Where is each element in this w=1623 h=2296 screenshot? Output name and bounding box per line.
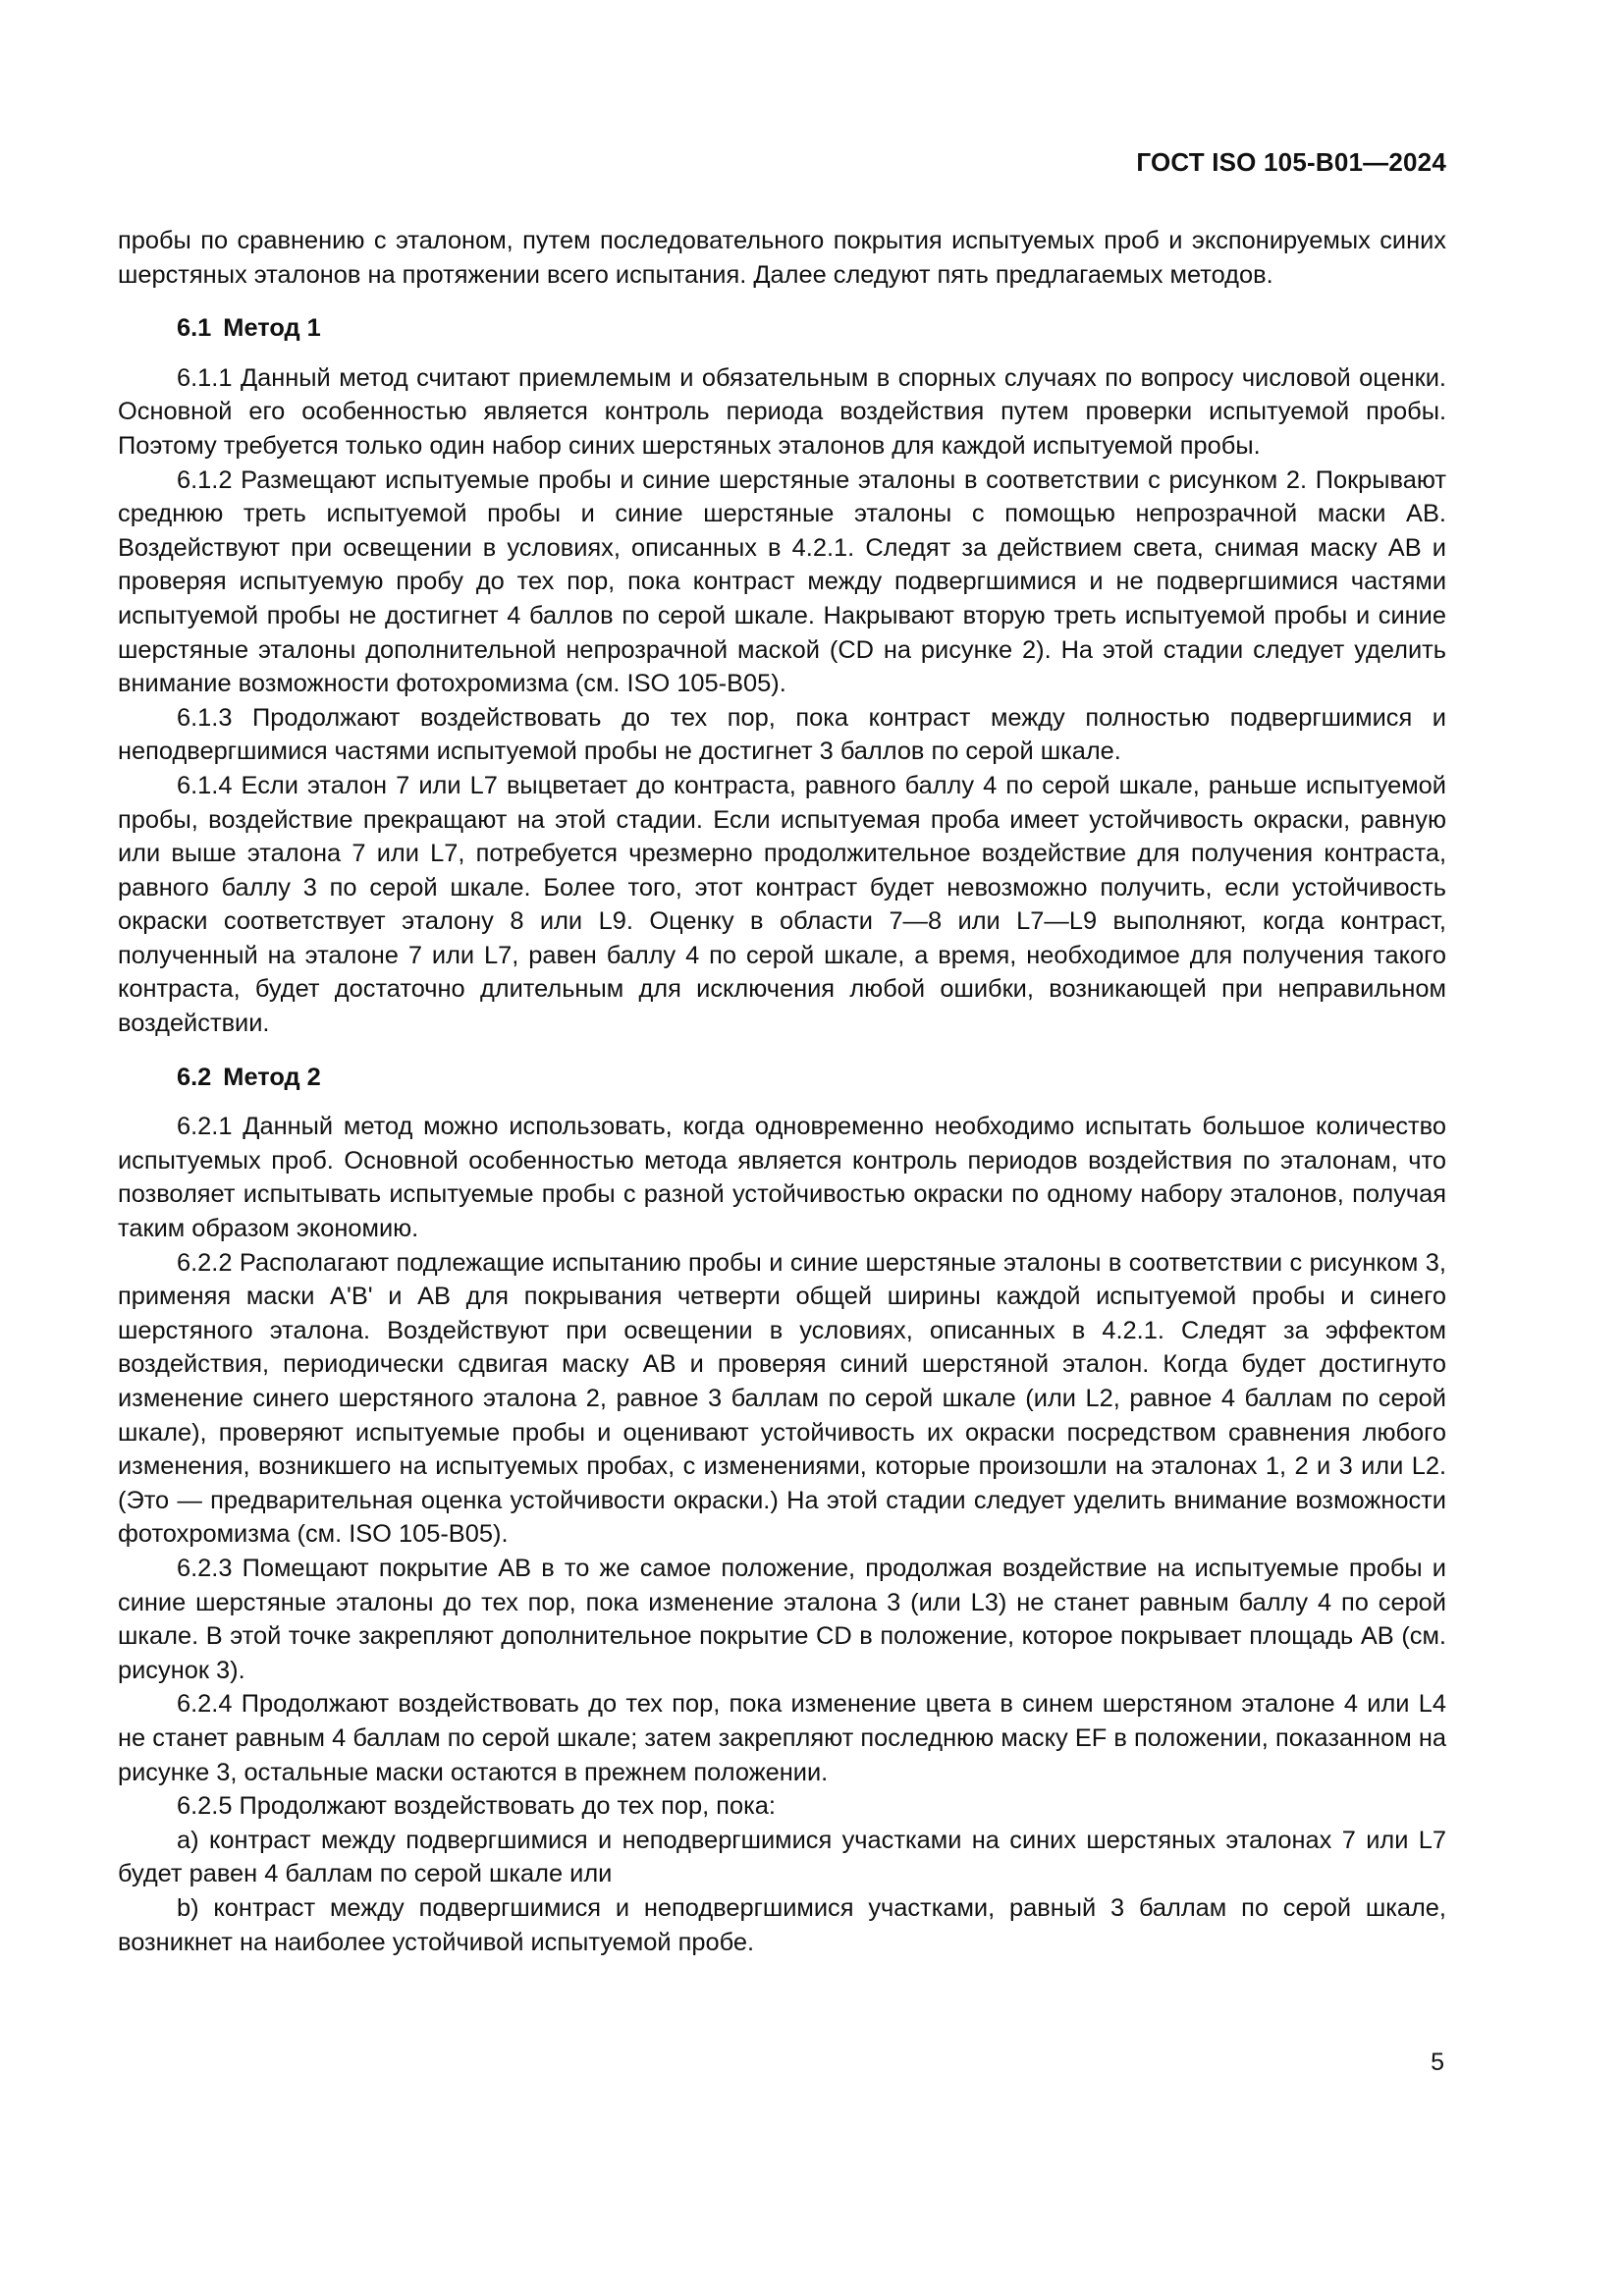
- paragraph-6-2-3: 6.2.3 Помещают покрытие AB в то же самое положение, продолжая воздействие на испытуемые пробы и синие шерстяные эталоны до тех пор, пока изменение эталона 3 (или L3) не станет равным баллу 4 по серой шкале. В этой точке закрепляют дополнительное покрытие CD в положение, которое покрывает площадь AB (см. рисунок 3).: [118, 1554, 1446, 1684]
- paragraph-6-2-5: 6.2.5 Продолжают воздействовать до тех пор, пока:: [177, 1792, 776, 1821]
- section-title: Метод 1: [223, 314, 321, 343]
- list-item-b: b) контраст между подвергшимися и неподвергшимися участками, равный 3 баллам по серой шкале, возникнет на наиболее устойчивой испытуемой пробе.: [118, 1893, 1446, 1956]
- paragraph-6-2-4: 6.2.4 Продолжают воздействовать до тех пор, пока изменение цвета в синем шерстяном эталоне 4 или L4 не станет равным 4 баллам по серой шкале; затем закрепляют последнюю маску EF в положении, показанном на рисунке 3, остальные маски остаются в прежнем положении.: [118, 1690, 1446, 1786]
- page-number: 5: [1431, 2049, 1444, 2076]
- paragraph-6-2-1: 6.2.1 Данный метод можно использовать, когда одновременно необходимо испытать большое количество испытуемых проб. Основной особенностью метода является контроль периодов воздействия по эталонам, что позволяет испытывать испытуемые пробы с разной устойчивостью окраски по одному набору эталонов, получая таким образом экономию.: [118, 1113, 1446, 1243]
- paragraph-6-2-2: 6.2.2 Располагают подлежащие испытанию пробы и синие шерстяные эталоны в соответствии с рисунком 3, применяя маски A'B' и AB для покрывания четверти общей ширины каждой испытуемой пробы и синего шерстяного эталона. Воздействуют при освещении в условиях, описанных в 4.2.1. Следят за эффектом воздействия, периодически сдвигая маску AB и проверяя синий шерстяной эталон. Когда будет достигнуто изменение синего шерстяного эталона 2, равное 3 баллам по серой шкале (или L2, равное 4 баллам по серой шкале), проверяют испытуемые пробы и оценивают устойчивость их окраски посредством сравнения любого изменения, возникшего на испытуемых пробах, с изменениями, которые произошли на эталонах 1, 2 и 3 или L2. (Это — предварительная оценка устойчивости окраски.) На этой стадии следует уделить внимание возможности фотохромизма (см. ISO 105-B05).: [118, 1248, 1446, 1549]
- section-number: 6.2: [177, 1063, 212, 1091]
- document-header: ГОСТ ISO 105-B01—2024: [1136, 147, 1446, 177]
- intro-paragraph: пробы по сравнению с эталоном, путем последовательного покрытия испытуемых проб и экспонируемых синих шерстяных эталонов на протяжении всего испытания. Далее следуют пять предлагаемых методов.: [118, 227, 1446, 289]
- section-number: 6.1: [177, 314, 212, 343]
- paragraph-6-1-1: 6.1.1 Данный метод считают приемлемым и обязательным в спорных случаях по вопросу числовой оценки. Основной его особенностью является контроль периода воздействия путем проверки испытуемой пробы. Поэтому требуется только один набор синих шерстяных эталонов для каждой испытуемой пробы.: [118, 363, 1446, 460]
- section-heading-6-1: [177, 311, 1446, 346]
- section-heading-6-2: [177, 1061, 1446, 1095]
- document-body: [118, 224, 1446, 1959]
- section-title: Метод 2: [223, 1063, 321, 1091]
- paragraph-6-1-3: 6.1.3 Продолжают воздействовать до тех пор, пока контраст между полностью подвергшимися и неподвергшимися частями испытуемой пробы не достигнет 3 баллов по серой шкале.: [118, 703, 1446, 766]
- list-item-a: a) контраст между подвергшимися и неподвергшимися участками на синих шерстяных эталонах 7 или L7 будет равен 4 баллам по серой шкале или: [118, 1826, 1446, 1888]
- paragraph-6-1-2: 6.1.2 Размещают испытуемые пробы и синие шерстяные эталоны в соответствии с рисунком 2. Покрывают среднюю треть испытуемой пробы и синие шерстяные эталоны с помощью непрозрачной маски AB. Воздействуют при освещении в условиях, описанных в 4.2.1. Следят за действием света, снимая маску AB и проверяя испытуемую пробу до тех пор, пока контраст между подвергшимися и не подвергшимися частями испытуемой пробы не достигнет 4 баллов по серой шкале. Накрывают вторую треть испытуемой пробы и синие шерстяные эталоны дополнительной непрозрачной маской (CD на рисунке 2). На этой стадии следует уделить внимание возможности фотохромизма (см. ISO 105-B05).: [118, 465, 1446, 698]
- paragraph-6-1-4: 6.1.4 Если эталон 7 или L7 выцветает до контраста, равного баллу 4 по серой шкале, раньше испытуемой пробы, воздействие прекращают на этой стадии. Если испытуемая проба имеет устойчивость окраски, равную или выше эталона 7 или L7, потребуется чрезмерно продолжительное воздействие для получения контраста, равного баллу 3 по серой шкале. Более того, этот контраст будет невозможно получить, если устойчивость окраски соответствует эталону 8 или L9. Оценку в области 7—8 или L7—L9 выполняют, когда контраст, полученный на эталоне 7 или L7, равен баллу 4 по серой шкале, а время, необходимое для получения такого контраста, будет достаточно длительным для исключения любой ошибки, возникающей при неправильном воздействии.: [118, 771, 1446, 1038]
